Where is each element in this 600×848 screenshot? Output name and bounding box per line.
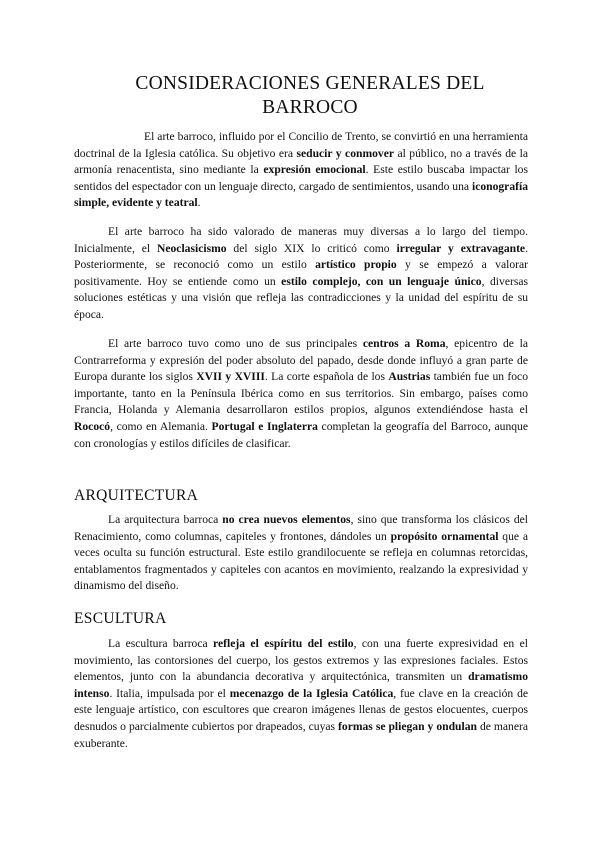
bold-run: artístico propio <box>315 258 397 272</box>
text-run: . <box>197 196 201 210</box>
text-run: El arte barroco tuvo como uno de sus principales <box>108 337 363 350</box>
text-run: y se empezó a valorar positivamente. Hoy se entiende como un <box>74 258 528 288</box>
text-run: La escultura barroca <box>108 637 214 650</box>
bold-run: dramatismo intenso <box>74 670 528 700</box>
text-run: El arte barroco ha sido valorado de maneras muy diversas a lo largo del tiempo. Inicialmente, el <box>74 225 528 255</box>
text-run: , sino que transforma los clásicos del Renacimiento, como columnas, capiteles y frontones, dándoles un <box>74 513 528 543</box>
bold-run: centros a Roma <box>362 337 446 350</box>
paragraph-arquitectura <box>74 512 528 595</box>
bold-run: Neoclasicismo <box>156 241 227 255</box>
title-line-1: CONSIDERACIONES GENERALES DEL <box>135 73 485 94</box>
title-line-2: BARROCO <box>262 97 358 118</box>
text-run: al público, no a través de la armonía renacentista, sino mediante la <box>74 146 528 177</box>
bold-run: estilo complejo, con un lenguaje único <box>281 274 482 288</box>
paragraph-escultura <box>74 636 528 752</box>
bold-run: expresión emocional <box>263 163 366 177</box>
bold-run: Rococó <box>74 419 111 433</box>
bold-run: iconografía simple, evidente y teatral <box>74 179 528 210</box>
text-run: , como en Alemania. <box>110 419 212 433</box>
text-run: , fue clave en la creación de este lenguaje artístico, con escultores que crearon imágenes llenas de gestos elocuentes, cuerpos desnudos o parcialmente cubiertos por drapeados, cuyas <box>74 686 529 733</box>
bold-run: formas se pliegan y ondulan <box>338 719 477 733</box>
text-run: . La corte española de los <box>264 370 389 384</box>
text-run: completan la geografía del Barroco, aunque con cronologías y estilos difíciles de clasificar. <box>74 419 528 450</box>
bold-run: propósito ornamental <box>390 529 499 543</box>
bold-run: Portugal e Inglaterra <box>211 419 318 433</box>
paragraph-centros <box>74 336 528 452</box>
bold-run: refleja el espíritu del estilo <box>213 637 354 650</box>
bold-run: Austrias <box>388 370 431 384</box>
paragraph-valoracion <box>74 224 528 324</box>
paragraph-intro <box>74 129 528 212</box>
bold-run: XVII y XVIII <box>196 370 265 384</box>
text-run: que a veces oculta su función estructural. Este estilo grandilocuente se refleja en columnas retorcidas, entablamentos fragmentados y capiteles con acantos en movimiento, realzando la expresividad y dinamismo del diseño. <box>74 529 528 593</box>
section-heading-escultura: ESCULTURA <box>74 610 167 627</box>
text-run: , epicentro de la Contrarreforma y expresión del poder absoluto del papado, desde donde influyó a gran parte de Europa durante los siglos <box>74 337 528 384</box>
text-run: . Italia, impulsada por el <box>109 686 230 700</box>
text-run: , diversas soluciones estéticas y una visión que refleja las contradicciones y la unidad del espíritu de su época. <box>74 274 528 321</box>
text-run: también fue un foco importante, tanto en la Península Ibérica como en sus territorios. Sin embargo, países como Francia, Holanda y Alemania desarrollaron estilos propios, algunos extendiéndose hasta el <box>74 370 528 417</box>
bold-run: irregular y extravagante <box>396 241 526 255</box>
text-run: . Posteriormente, se reconoció como un estilo <box>74 241 528 272</box>
section-heading-arquitectura: ARQUITECTURA <box>74 487 199 504</box>
text-run: El arte barroco, influido por el Concilio de Trento, se convirtió en una herramienta doctrinal de la Iglesia católica. Su objetivo era <box>74 130 528 160</box>
bold-run: mecenazgo de la Iglesia Católica <box>229 686 394 700</box>
bold-run: no crea nuevos elementos <box>222 513 351 526</box>
text-run: . Este estilo buscaba impactar los sentidos del espectador con un lenguaje directo, cargado de sentimientos, usando una <box>74 163 528 193</box>
bold-run: seducir y conmover <box>296 146 394 160</box>
text-run: La arquitectura barroca <box>108 513 223 526</box>
page-title <box>100 72 520 120</box>
text-run: , con una fuerte expresividad en el movimiento, las contorsiones del cuerpo, los gestos extremos y las expresiones faciales. Estos elementos, junto con la abundancia decorativa y arquitectónica, transmiten un <box>74 637 528 684</box>
text-run: de manera exuberante. <box>74 719 529 750</box>
text-run: del siglo XIX lo criticó como <box>226 241 397 255</box>
